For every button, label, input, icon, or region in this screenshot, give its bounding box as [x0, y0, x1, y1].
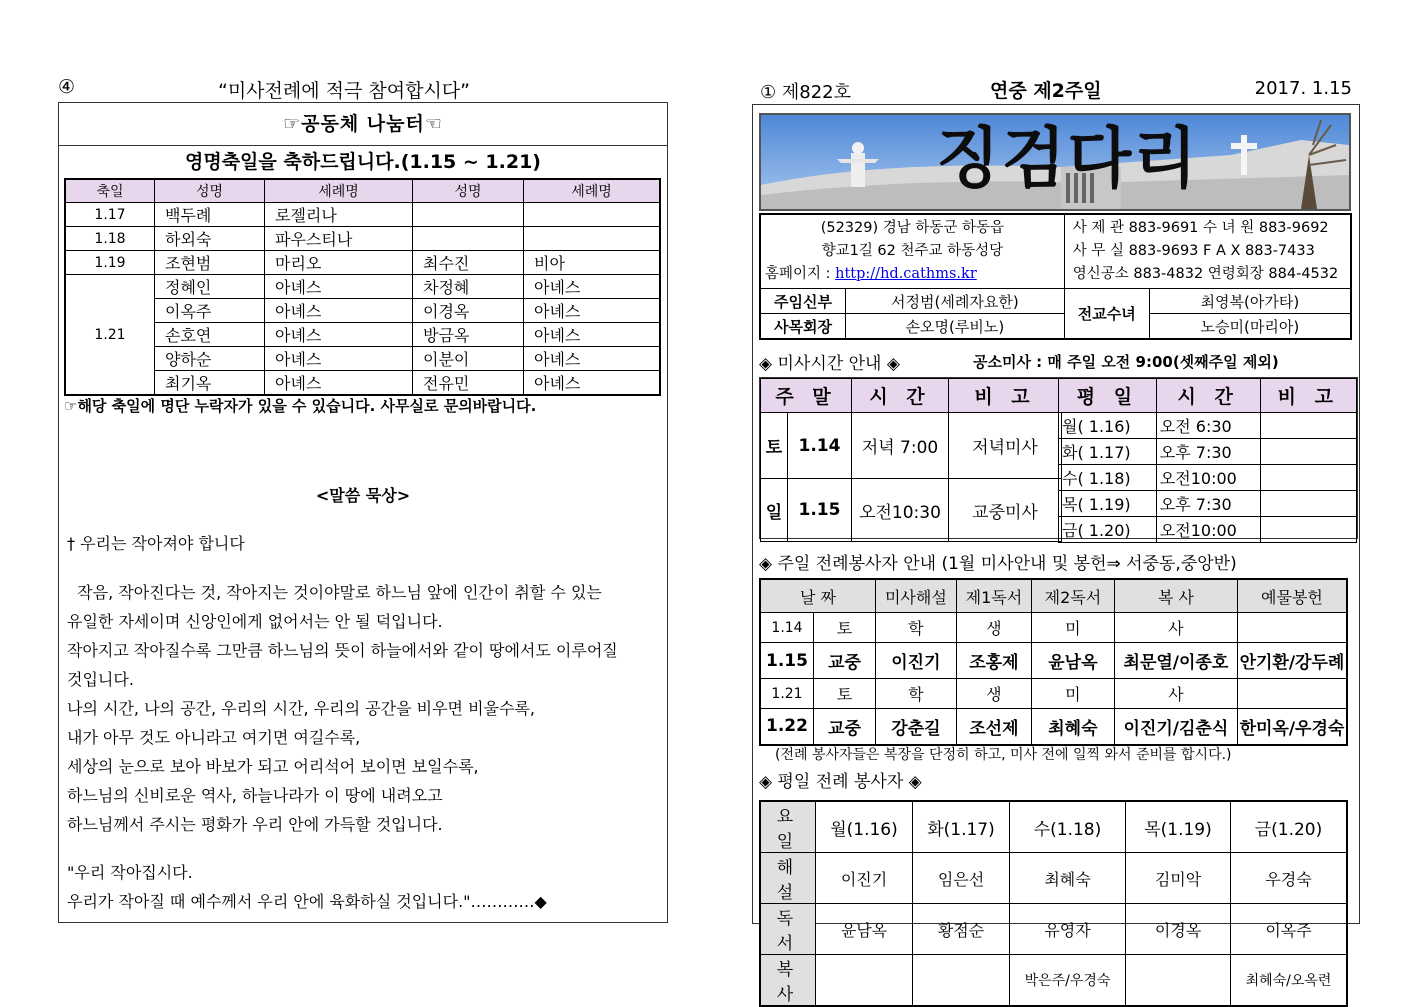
weekday-note [1260, 439, 1356, 465]
community-box [58, 102, 668, 923]
table-row [761, 413, 1062, 479]
baptismal-name: 마리오 [265, 251, 413, 275]
server-name [913, 955, 1010, 1007]
table-header-row [761, 379, 1062, 413]
liturgy-note: (전례 봉사자들은 복장을 단정히 하고, 미사 전에 일찍 와서 준비를 합시다.) [775, 747, 1232, 763]
server-name [1126, 955, 1231, 1007]
meditation-line: 작아지고 작아질수록 그만큼 하느님의 뜻이 하늘에서와 같이 땅에서도 이루어질 [67, 641, 618, 660]
right-page-header [760, 76, 1352, 104]
person-name: 방금옥 [413, 323, 524, 347]
weekend-date: 1.15 [788, 479, 852, 542]
table-row [760, 643, 1347, 679]
liturgy-reading2: 최혜숙 [1031, 709, 1114, 745]
server-name: 이옥주 [1231, 904, 1348, 955]
baptismal-name: 아녜스 [524, 323, 661, 347]
person-name: 정혜인 [155, 275, 265, 299]
liturgy-day: 토 [814, 679, 876, 709]
liturgy-date: 1.21 [760, 679, 814, 709]
person-name: 전유민 [413, 371, 524, 396]
table-header-row [760, 579, 1347, 613]
quote-line: "우리 작아집시다. [67, 863, 193, 882]
bulletin-box [752, 104, 1360, 1005]
header-day: 화(1.17) [913, 801, 1010, 853]
feast-date: 1.21 [65, 275, 155, 396]
server-name: 황점순 [913, 904, 1010, 955]
baptismal-name: 아녜스 [524, 275, 661, 299]
meditation-line: 나의 시간, 나의 공간, 우리의 시간, 우리의 공간을 비우면 비울수록, [67, 699, 535, 718]
baptismal-name: 비아 [524, 251, 661, 275]
person-name [413, 203, 524, 227]
liturgy-day: 교중 [814, 709, 876, 745]
table-row [760, 679, 1347, 709]
liturgy-date: 1.14 [760, 613, 814, 643]
person-name: 차정혜 [413, 275, 524, 299]
feast-date: 1.19 [65, 251, 155, 275]
baptismal-name: 아녜스 [265, 347, 413, 371]
feast-date: 1.17 [65, 203, 155, 227]
table-row [65, 299, 660, 323]
table-row [65, 347, 660, 371]
header-baptismal-name: 세례명 [524, 179, 661, 203]
person-name: 이분이 [413, 347, 524, 371]
weekday-note [1260, 517, 1356, 543]
table-row [760, 613, 1347, 643]
header-name: 성명 [413, 179, 524, 203]
liturgy-reading2: 윤남옥 [1031, 643, 1114, 679]
person-name: 손호연 [155, 323, 265, 347]
weekday-mass-table [1058, 378, 1357, 543]
slogan: “미사전례에 적극 참여합시다” [217, 80, 470, 102]
phone-line: 사 무 실 883-9693 F A X 883-7433 [1072, 243, 1315, 259]
mass-times [759, 377, 1358, 539]
liturgy-server: 최문열/이종호 [1114, 643, 1237, 679]
liturgy-section-title: ◈ 주일 전례봉사자 안내 (1월 미사안내 및 봉헌⇒ 서중동,중앙반) [759, 554, 1237, 574]
baptismal-name: 아녜스 [265, 323, 413, 347]
meditation-body [67, 578, 659, 839]
liturgy-server: 사 [1114, 613, 1237, 643]
server-name: 임은선 [913, 853, 1010, 904]
section-title: ☞공동체 나눔터☜ [59, 103, 667, 146]
table-row [65, 323, 660, 347]
mission-mass-note: 공소미사 : 매 주일 오전 9:00(셋째주일 제외) [973, 353, 1279, 371]
server-name: 우경숙 [1231, 853, 1348, 904]
header-day: 수(1.18) [1010, 801, 1126, 853]
weekend-time: 저녁 7:00 [852, 413, 949, 479]
weekday-time: 오후 7:30 [1156, 439, 1260, 465]
weekday-time: 오전 6:30 [1156, 413, 1260, 439]
table-row [1059, 517, 1357, 543]
liturgy-date: 1.15 [760, 643, 814, 679]
table-row [1059, 439, 1357, 465]
weekday-day: 화( 1.17) [1059, 439, 1157, 465]
table-row [65, 371, 660, 396]
meditation-subtitle: † 우리는 작아져야 합니다 [67, 534, 245, 553]
left-page-header [58, 76, 670, 102]
table-row [1059, 491, 1357, 517]
baptismal-name: 아녜스 [265, 371, 413, 396]
pastor-name: 서정범(세례자요한) [846, 289, 1065, 314]
council-name: 손오명(루비노) [846, 314, 1065, 340]
role-label: 해 설 [760, 853, 816, 904]
table-row [1059, 465, 1357, 491]
meditation-quote [67, 858, 547, 916]
liturgy-server: 사 [1114, 679, 1237, 709]
liturgy-commentary: 이진기 [875, 643, 956, 679]
weekday-time: 오전10:00 [1156, 465, 1260, 491]
table-row [760, 955, 1347, 1007]
person-name: 백두례 [155, 203, 265, 227]
header-offertory: 예물봉헌 [1237, 579, 1347, 613]
weekday-day: 금( 1.20) [1059, 517, 1157, 543]
liturgy-reading1: 생 [956, 679, 1031, 709]
table-row [760, 314, 1351, 340]
person-name: 조현범 [155, 251, 265, 275]
sunday-liturgy-table [759, 578, 1348, 746]
liturgy-reading2: 미 [1031, 679, 1114, 709]
baptismal-name: 아녜스 [524, 371, 661, 396]
liturgy-day: 교중 [814, 643, 876, 679]
weekday-day: 월( 1.16) [1059, 413, 1157, 439]
baptismal-name: 파우스티나 [265, 227, 413, 251]
table-header-row [65, 179, 660, 203]
header-day: 월(1.16) [816, 801, 913, 853]
sunday-title: 연중 제2주일 [990, 80, 1102, 102]
server-name: 박은주/우경숙 [1010, 955, 1126, 1007]
table-row [65, 275, 660, 299]
liturgy-commentary: 학 [875, 613, 956, 643]
person-name: 최기옥 [155, 371, 265, 396]
header-server: 복 사 [1114, 579, 1237, 613]
weekday-note [1260, 413, 1356, 439]
liturgy-date: 1.22 [760, 709, 814, 745]
header-time: 시 간 [1156, 379, 1260, 413]
weekday-servers-table [759, 800, 1348, 1007]
weekday-time: 오후 7:30 [1156, 491, 1260, 517]
server-name [816, 955, 913, 1007]
meditation-line: 하느님께서 주시는 평화가 우리 안에 가득할 것입니다. [67, 815, 443, 834]
address-line: 향교1길 62 천주교 하동성당 [821, 243, 1004, 259]
role-label: 독 서 [760, 904, 816, 955]
nun-label: 전교수녀 [1064, 289, 1149, 340]
homepage-label: 홈페이지 : [765, 266, 836, 282]
header-reading2: 제2독서 [1031, 579, 1114, 613]
table-row [760, 853, 1347, 904]
table-row [1059, 413, 1357, 439]
table-row [760, 289, 1351, 314]
baptismal-name [524, 227, 661, 251]
weekday-time: 오전10:00 [1156, 517, 1260, 543]
phone-line: 사 제 관 883-9691 수 녀 원 883-9692 [1072, 220, 1329, 236]
weekday-note [1260, 491, 1356, 517]
table-row [760, 214, 1351, 289]
baptismal-name: 아녜스 [265, 275, 413, 299]
address-line: (52329) 경남 하동군 하동읍 [820, 220, 1005, 236]
liturgy-reading1: 조홍제 [956, 643, 1031, 679]
header-time: 시 간 [852, 379, 949, 413]
homepage-link[interactable]: http://hd.cathms.kr [835, 266, 977, 282]
header-reading1: 제1독서 [956, 579, 1031, 613]
weekday-day: 목( 1.19) [1059, 491, 1157, 517]
nun-name: 최영복(아가타) [1149, 289, 1351, 314]
meditation-line: 내가 아무 것도 아니라고 여기면 여길수록, [67, 728, 361, 747]
homepage-line [761, 263, 1064, 286]
weekday-note [1260, 465, 1356, 491]
header-baptismal-name: 세례명 [265, 179, 413, 203]
liturgy-day: 토 [814, 613, 876, 643]
server-name: 이진기 [816, 853, 913, 904]
weekend-day: 일 [761, 479, 788, 542]
table-row [65, 203, 660, 227]
issue-number: ① 제822호 [760, 82, 851, 103]
weekend-note: 저녁미사 [949, 413, 1062, 479]
table-header-row [1059, 379, 1357, 413]
header-name: 성명 [155, 179, 265, 203]
liturgy-commentary: 학 [875, 679, 956, 709]
phone-line: 영신공소 883-4832 연령회장 884-4532 [1072, 266, 1339, 282]
feast-date: 1.18 [65, 227, 155, 251]
header-note: 비 고 [949, 379, 1062, 413]
person-name: 최수진 [413, 251, 524, 275]
person-name: 하외숙 [155, 227, 265, 251]
header-weekday: 평 일 [1059, 379, 1157, 413]
nun-name: 노승미(마리아) [1149, 314, 1351, 340]
header-commentary: 미사해설 [875, 579, 956, 613]
server-name: 김미악 [1126, 853, 1231, 904]
role-label: 복 사 [760, 955, 816, 1007]
masthead-title: 징검다리 [936, 119, 1200, 197]
liturgy-reading1: 생 [956, 613, 1031, 643]
weekend-note: 교중미사 [949, 479, 1062, 542]
server-name: 최혜숙 [1010, 853, 1126, 904]
liturgy-offertory [1237, 613, 1347, 643]
server-name: 최혜숙/오옥련 [1231, 955, 1348, 1007]
header-date: 날 짜 [760, 579, 875, 613]
baptismal-name: 아녜스 [524, 299, 661, 323]
council-label: 사목회장 [760, 314, 846, 340]
baptismal-name [524, 203, 661, 227]
header-day: 목(1.19) [1126, 801, 1231, 853]
feast-title: 영명축일을 축하드립니다.(1.15 ~ 1.21) [184, 151, 541, 173]
weekend-date: 1.14 [788, 413, 852, 479]
meditation-line: 작음, 작아진다는 것, 작아지는 것이야말로 하느님 앞에 인간이 취할 수 있는 [67, 583, 602, 602]
person-name: 이경옥 [413, 299, 524, 323]
mass-section-title: ◈ 미사시간 안내 ◈ [759, 354, 900, 374]
address-cell [760, 214, 1064, 289]
header-day: 금(1.20) [1231, 801, 1348, 853]
person-name: 이옥주 [155, 299, 265, 323]
parish-info-table [759, 213, 1352, 340]
table-row [65, 227, 660, 251]
header-weekday: 요 일 [760, 801, 816, 853]
meditation-line: 하느님의 신비로운 역사, 하늘나라가 이 땅에 내려오고 [67, 786, 443, 805]
liturgy-offertory: 한미옥/우경숙 [1237, 709, 1347, 745]
weekday-section-title: ◈ 평일 전례 봉사자 ◈ [759, 772, 922, 792]
server-name: 윤남옥 [816, 904, 913, 955]
header-weekend: 주 말 [761, 379, 852, 413]
meditation-title: <말씀 묵상> [315, 486, 411, 505]
phone-cell [1064, 214, 1351, 289]
liturgy-offertory: 안기환/강두례 [1237, 643, 1347, 679]
baptismal-name: 로젤리나 [265, 203, 413, 227]
liturgy-server: 이진기/김춘식 [1114, 709, 1237, 745]
page-number: ④ [58, 76, 76, 98]
table-header-row [760, 801, 1347, 853]
weekend-day: 토 [761, 413, 788, 479]
quote-line: 우리가 작아질 때 예수께서 우리 안에 육화하실 것입니다."…………◆ [67, 892, 547, 911]
server-name: 이경옥 [1126, 904, 1231, 955]
feast-day-table [64, 178, 661, 396]
feast-note: ☞해당 축일에 명단 누락자가 있을 수 있습니다. 사무실로 문의바랍니다. [64, 397, 537, 415]
server-name: 유영자 [1010, 904, 1126, 955]
meditation-line: 유일한 자세이며 신앙인에게 없어서는 안 될 덕입니다. [67, 612, 443, 631]
liturgy-commentary: 강춘길 [875, 709, 956, 745]
table-row [761, 479, 1062, 542]
meditation-line: 세상의 눈으로 보아 바보가 되고 어리석어 보이면 보일수록, [67, 757, 479, 776]
meditation-line: 것입니다. [67, 670, 134, 689]
table-row [760, 904, 1347, 955]
person-name [413, 227, 524, 251]
header-note: 비 고 [1260, 379, 1356, 413]
weekend-mass-table [760, 378, 1062, 542]
baptismal-name: 아녜스 [524, 347, 661, 371]
baptismal-name: 아녜스 [265, 299, 413, 323]
weekday-day: 수( 1.18) [1059, 465, 1157, 491]
liturgy-offertory [1237, 679, 1347, 709]
table-row [65, 251, 660, 275]
header-feast-day: 축일 [65, 179, 155, 203]
liturgy-reading1: 조선제 [956, 709, 1031, 745]
person-name: 양하순 [155, 347, 265, 371]
table-row [760, 709, 1347, 745]
issue-date: 2017. 1.15 [1254, 78, 1352, 99]
weekend-time: 오전10:30 [852, 479, 949, 542]
liturgy-reading2: 미 [1031, 613, 1114, 643]
pastor-label: 주임신부 [760, 289, 846, 314]
masthead-banner [759, 113, 1351, 211]
